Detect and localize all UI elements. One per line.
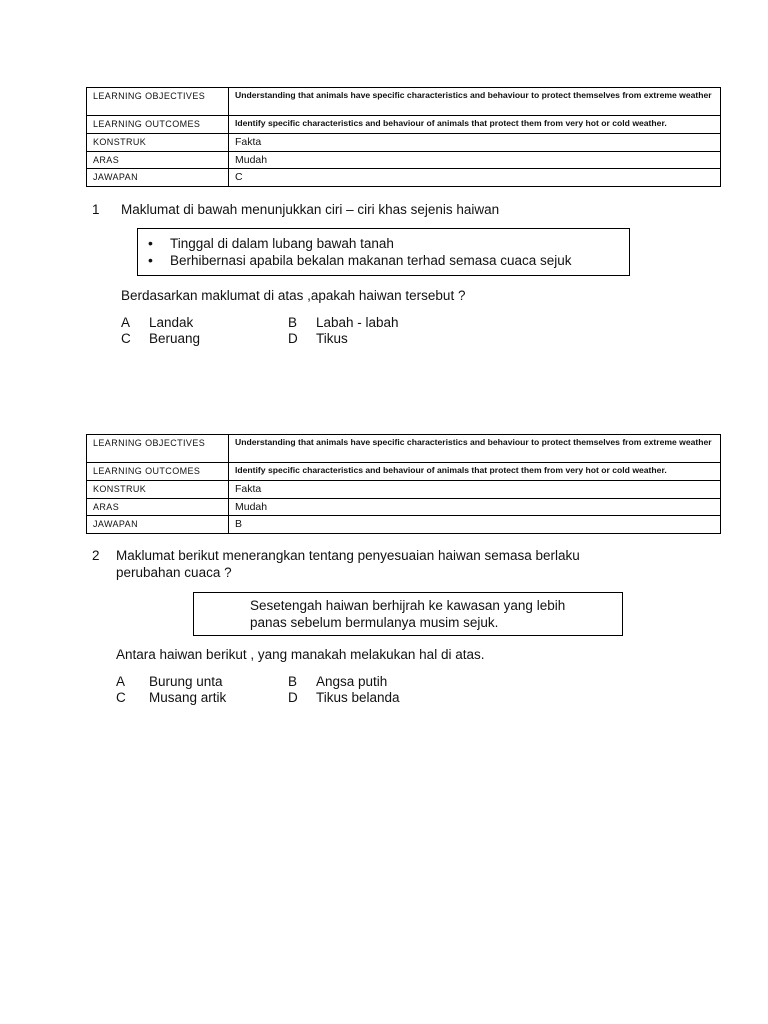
option-letter: A	[116, 674, 126, 689]
option-text: Burung unta	[149, 674, 223, 689]
learning-objectives-value: Understanding that animals have specific characteristics and behaviour to protect themselves from extreme weather	[229, 435, 721, 463]
option-letter: A	[121, 315, 131, 330]
question-stem-line-2: perubahan cuaca ?	[116, 565, 232, 580]
aras-value: Mudah	[229, 152, 721, 169]
learning-outcomes-value: Identify specific characteristics and behaviour of animals that protect them from very hot or cold weather.	[229, 116, 721, 134]
jawapan-value: B	[229, 516, 721, 534]
question-stem: Maklumat di bawah menunjukkan ciri – ciri khas sejenis haiwan	[121, 202, 500, 217]
option-letter: C	[116, 690, 126, 705]
option-text: Beruang	[149, 331, 201, 346]
question-prompt: Berdasarkan maklumat di atas ,apakah haiwan tersebut ?	[121, 288, 466, 303]
aras-label: ARAS	[87, 499, 229, 516]
option-text: Labah - labah	[316, 315, 399, 330]
konstruk-label: KONSTRUK	[87, 134, 229, 152]
info-box	[137, 228, 630, 276]
learning-objectives-label: LEARNING OBJECTIVES	[87, 88, 229, 116]
question-stem-line-1: Maklumat berikut menerangkan tentang penyesuaian haiwan semasa berlaku	[116, 548, 580, 563]
option-text: Musang artik	[149, 690, 227, 705]
option-letter: B	[288, 315, 298, 330]
option-letter: D	[288, 331, 298, 346]
option-letter: C	[121, 331, 131, 346]
info-line-2: panas sebelum bermulanya musim sejuk.	[250, 615, 499, 630]
konstruk-value: Fakta	[229, 134, 721, 152]
jawapan-label: JAWAPAN	[87, 516, 229, 534]
jawapan-value: C	[229, 169, 721, 187]
option-text: Tikus belanda	[316, 690, 400, 705]
info-bullet: • Berhibernasi apabila bekalan makanan terhad semasa cuaca sejuk	[138, 252, 629, 269]
info-bullet: • Tinggal di dalam lubang bawah tanah	[138, 235, 629, 252]
aras-value: Mudah	[229, 499, 721, 516]
learning-outcomes-value: Identify specific characteristics and behaviour of animals that protect them from very hot or cold weather.	[229, 463, 721, 481]
option-text: Landak	[149, 315, 194, 330]
learning-objectives-value: Understanding that animals have specific characteristics and behaviour to protect themselves from extreme weather	[229, 88, 721, 116]
info-line-1: Sesetengah haiwan berhijrah ke kawasan yang lebih	[250, 598, 566, 613]
question-prompt: Antara haiwan berikut , yang manakah melakukan hal di atas.	[116, 647, 485, 662]
learning-outcomes-label: LEARNING OUTCOMES	[87, 463, 229, 481]
question-number: 2	[92, 548, 100, 563]
learning-outcomes-label: LEARNING OUTCOMES	[87, 116, 229, 134]
aras-label: ARAS	[87, 152, 229, 169]
option-letter: D	[288, 690, 298, 705]
question-2-metadata-table	[86, 434, 721, 534]
konstruk-label: KONSTRUK	[87, 481, 229, 499]
question-number: 1	[92, 202, 100, 217]
option-text: Tikus	[316, 331, 348, 346]
option-letter: B	[288, 674, 298, 689]
jawapan-label: JAWAPAN	[87, 169, 229, 187]
learning-objectives-label: LEARNING OBJECTIVES	[87, 435, 229, 463]
question-1-metadata-table	[86, 87, 721, 187]
info-box	[193, 592, 623, 636]
konstruk-value: Fakta	[229, 481, 721, 499]
option-text: Angsa putih	[316, 674, 388, 689]
